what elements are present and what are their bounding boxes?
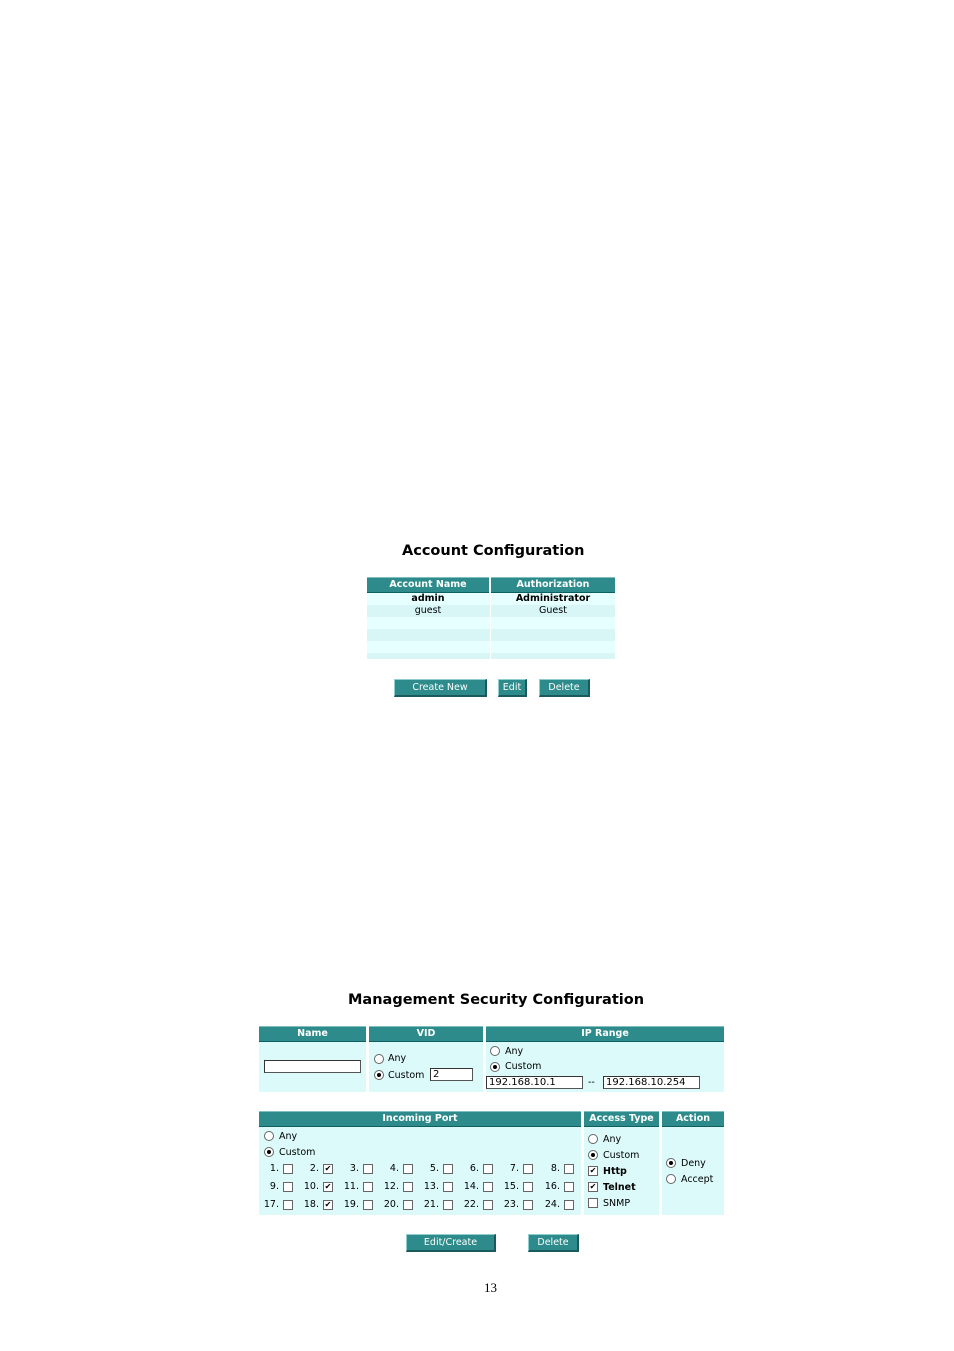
port-label: 1. bbox=[269, 1163, 279, 1174]
port-label: 18. bbox=[303, 1199, 319, 1210]
vid-any-label: Any bbox=[388, 1053, 407, 1064]
port-label: 19. bbox=[343, 1199, 359, 1210]
col-account-name: Account Name bbox=[367, 577, 489, 593]
port-label: 22. bbox=[463, 1199, 479, 1210]
header-access-type: Access Type bbox=[584, 1111, 659, 1127]
port-checkbox[interactable] bbox=[363, 1182, 373, 1192]
vid-custom-radio[interactable] bbox=[374, 1070, 384, 1080]
port-label: 16. bbox=[544, 1181, 560, 1192]
port-checkbox[interactable] bbox=[443, 1182, 453, 1192]
table-row-empty bbox=[367, 653, 615, 659]
action-accept-label: Accept bbox=[681, 1174, 714, 1185]
action-deny-label: Deny bbox=[681, 1158, 706, 1169]
header-vid: VID bbox=[369, 1026, 483, 1042]
port-label: 15. bbox=[503, 1181, 519, 1192]
port-checkbox[interactable] bbox=[443, 1164, 453, 1174]
ip-custom-radio[interactable] bbox=[490, 1062, 500, 1072]
port-label: 14. bbox=[463, 1181, 479, 1192]
port-checkbox[interactable] bbox=[403, 1200, 413, 1210]
incoming-any-radio[interactable] bbox=[264, 1131, 274, 1141]
telnet-label: Telnet bbox=[603, 1182, 636, 1193]
account-name-cell: admin bbox=[411, 593, 445, 604]
port-label: 20. bbox=[383, 1199, 399, 1210]
ip-range-separator: -- bbox=[588, 1077, 595, 1088]
port-label: 13. bbox=[423, 1181, 439, 1192]
authorization-cell: Guest bbox=[539, 605, 567, 616]
port-checkbox[interactable] bbox=[483, 1200, 493, 1210]
edit-create-button[interactable]: Edit/Create bbox=[406, 1234, 496, 1252]
port-checkbox[interactable] bbox=[283, 1200, 293, 1210]
port-label: 5. bbox=[429, 1163, 439, 1174]
account-config-title: Account Configuration bbox=[402, 543, 585, 559]
port-label: 11. bbox=[343, 1181, 359, 1192]
ip-custom-label: Custom bbox=[505, 1061, 542, 1072]
ip-to-input[interactable] bbox=[603, 1076, 700, 1089]
port-label: 23. bbox=[503, 1199, 519, 1210]
mgmt-security-title: Management Security Configuration bbox=[348, 992, 645, 1008]
port-label: 6. bbox=[469, 1163, 479, 1174]
access-any-radio[interactable] bbox=[588, 1134, 598, 1144]
port-label: 12. bbox=[383, 1181, 399, 1192]
account-name-cell: guest bbox=[414, 605, 442, 616]
table-row-empty bbox=[367, 617, 615, 629]
delete-button[interactable]: Delete bbox=[539, 679, 590, 697]
snmp-checkbox[interactable] bbox=[588, 1198, 598, 1208]
snmp-label: SNMP bbox=[603, 1198, 631, 1209]
telnet-checkbox[interactable]: ✔ bbox=[589, 1182, 597, 1191]
access-custom-label: Custom bbox=[603, 1150, 640, 1161]
table-row[interactable] bbox=[367, 605, 615, 617]
incoming-any-label: Any bbox=[279, 1131, 298, 1142]
port-checkbox[interactable] bbox=[443, 1200, 453, 1210]
page-number: 13 bbox=[484, 1280, 497, 1295]
table-row-empty bbox=[367, 629, 615, 641]
account-table-body bbox=[367, 593, 615, 659]
action-deny-radio[interactable] bbox=[666, 1158, 676, 1168]
account-config-panel bbox=[366, 537, 618, 697]
incoming-custom-label: Custom bbox=[279, 1147, 316, 1158]
port-checkbox[interactable]: ✔ bbox=[324, 1200, 332, 1209]
table-row-empty bbox=[367, 641, 615, 653]
incoming-custom-radio[interactable] bbox=[264, 1147, 274, 1157]
action-accept-radio[interactable] bbox=[666, 1174, 676, 1184]
mgmt-security-panel bbox=[257, 985, 727, 1253]
port-checkbox[interactable] bbox=[483, 1164, 493, 1174]
port-checkbox[interactable] bbox=[564, 1200, 574, 1210]
header-action: Action bbox=[662, 1111, 724, 1127]
port-label: 9. bbox=[269, 1181, 279, 1192]
col-authorization: Authorization bbox=[491, 577, 615, 593]
edit-button[interactable]: Edit bbox=[498, 679, 527, 697]
port-checkbox[interactable]: ✔ bbox=[324, 1182, 332, 1191]
port-checkbox[interactable] bbox=[564, 1164, 574, 1174]
port-label: 21. bbox=[423, 1199, 439, 1210]
vid-custom-label: Custom bbox=[388, 1070, 425, 1081]
header-incoming-port: Incoming Port bbox=[259, 1111, 581, 1127]
port-label: 2. bbox=[309, 1163, 319, 1174]
port-checkbox[interactable] bbox=[363, 1200, 373, 1210]
port-checkbox[interactable] bbox=[363, 1164, 373, 1174]
port-checkbox[interactable] bbox=[523, 1182, 533, 1192]
table-row[interactable] bbox=[367, 593, 615, 605]
create-new-button[interactable]: Create New bbox=[394, 679, 487, 697]
ip-from-input[interactable] bbox=[486, 1076, 583, 1089]
port-checkbox[interactable] bbox=[523, 1164, 533, 1174]
port-label: 8. bbox=[550, 1163, 560, 1174]
vid-cell bbox=[369, 1042, 483, 1092]
port-checkbox[interactable] bbox=[403, 1182, 413, 1192]
authorization-cell: Administrator bbox=[515, 593, 591, 604]
port-checkbox[interactable] bbox=[523, 1200, 533, 1210]
header-name: Name bbox=[259, 1026, 366, 1042]
port-checkbox[interactable] bbox=[283, 1182, 293, 1192]
port-label: 10. bbox=[303, 1181, 319, 1192]
action-cell bbox=[662, 1127, 724, 1215]
header-ip-range: IP Range bbox=[486, 1026, 724, 1042]
http-checkbox[interactable]: ✔ bbox=[589, 1166, 597, 1175]
port-checkbox[interactable] bbox=[564, 1182, 574, 1192]
vid-any-radio[interactable] bbox=[374, 1054, 384, 1064]
port-checkbox[interactable] bbox=[283, 1164, 293, 1174]
port-label: 17. bbox=[263, 1199, 279, 1210]
ip-any-radio[interactable] bbox=[490, 1046, 500, 1056]
port-checkbox[interactable] bbox=[483, 1182, 493, 1192]
ip-any-label: Any bbox=[505, 1046, 524, 1057]
access-any-label: Any bbox=[603, 1134, 622, 1145]
http-label: Http bbox=[603, 1166, 627, 1177]
column-divider bbox=[490, 593, 491, 659]
port-label: 7. bbox=[509, 1163, 519, 1174]
port-label: 4. bbox=[389, 1163, 399, 1174]
port-checkbox[interactable] bbox=[403, 1164, 413, 1174]
access-custom-radio[interactable] bbox=[588, 1150, 598, 1160]
port-checkbox[interactable]: ✔ bbox=[324, 1164, 332, 1173]
vid-custom-input[interactable] bbox=[430, 1068, 473, 1081]
port-label: 3. bbox=[349, 1163, 359, 1174]
delete-button[interactable]: Delete bbox=[528, 1234, 579, 1252]
port-label: 24. bbox=[544, 1199, 560, 1210]
name-input[interactable] bbox=[264, 1060, 361, 1073]
